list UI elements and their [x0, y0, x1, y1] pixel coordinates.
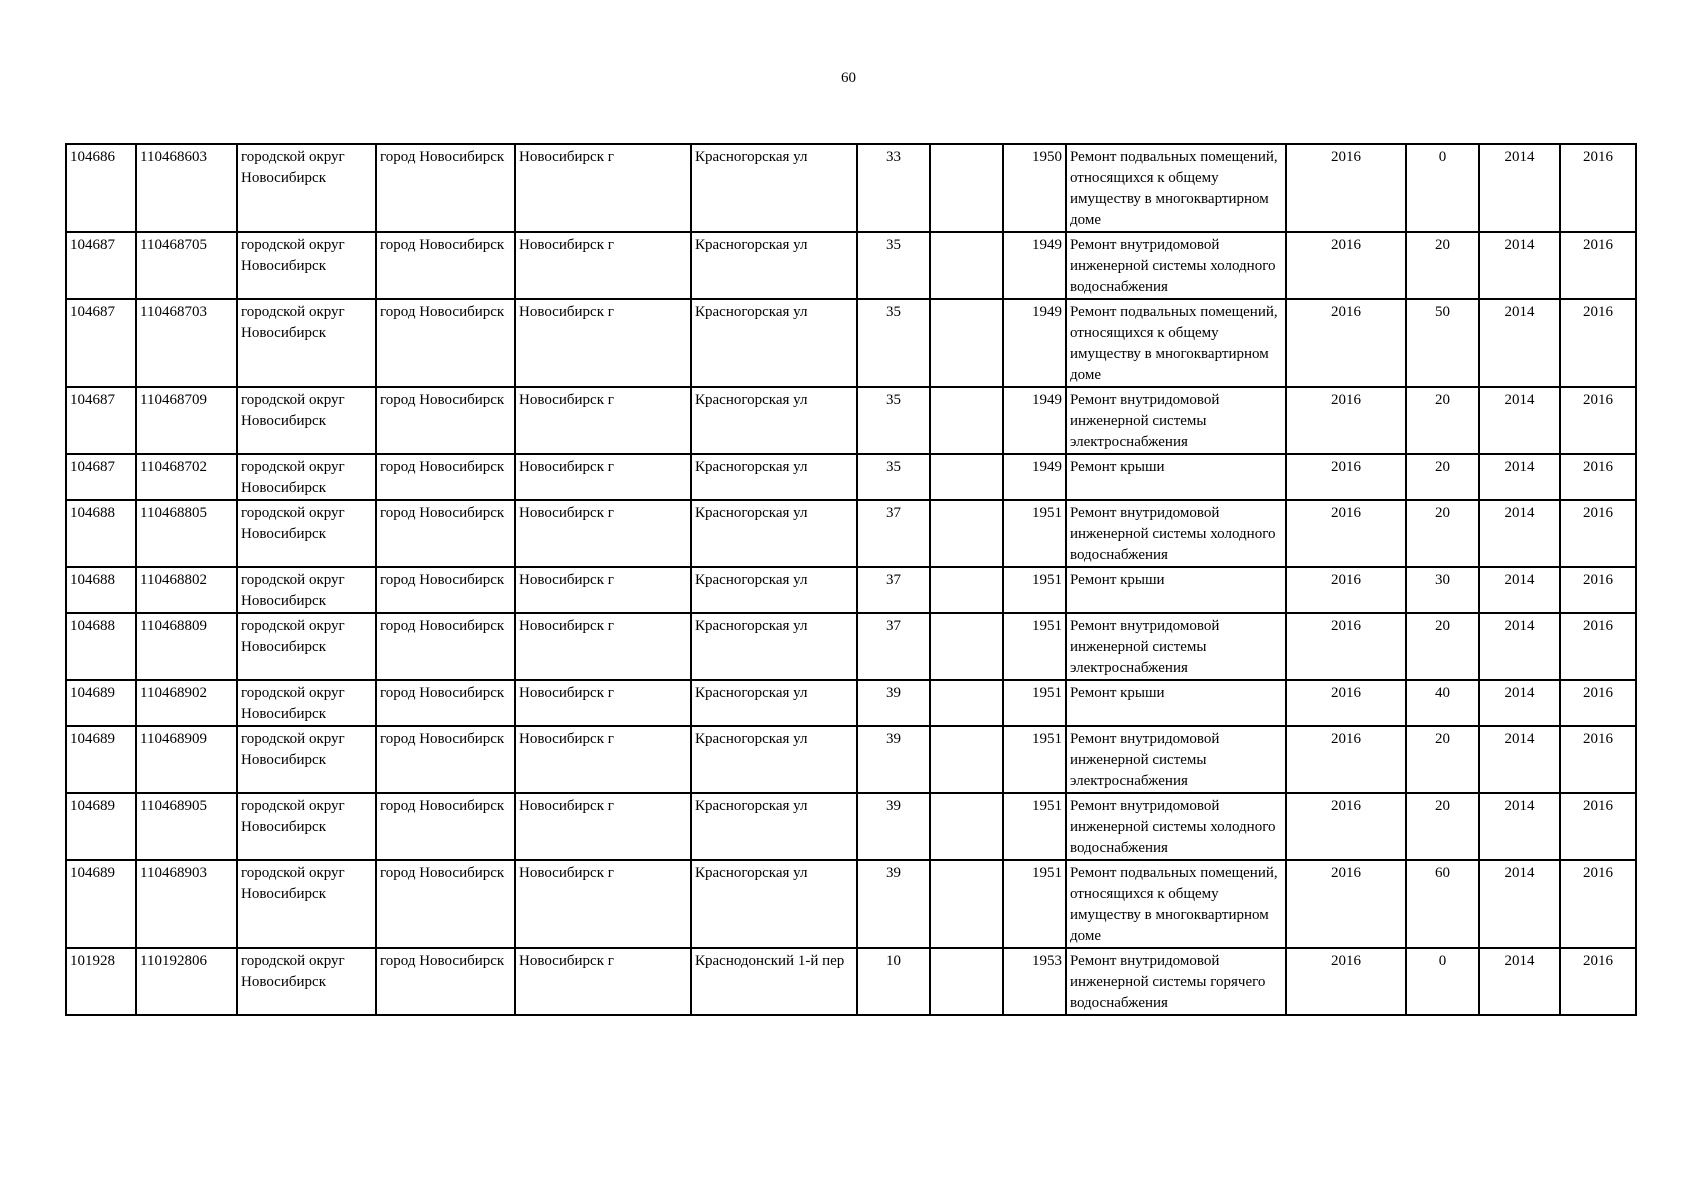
- cell-year: 1950: [1003, 144, 1066, 232]
- cell-id: 104689: [66, 860, 136, 948]
- cell-city: Новосибирск г: [515, 454, 691, 500]
- cell-work: Ремонт внутридомовой инженерной системы электроснабжения: [1066, 387, 1286, 454]
- cell-plan-year: 2016: [1286, 232, 1406, 299]
- cell-plan-year: 2016: [1286, 793, 1406, 860]
- cell-id: 104687: [66, 232, 136, 299]
- cell-year: 1951: [1003, 567, 1066, 613]
- cell-from: 2014: [1479, 680, 1560, 726]
- cell-work: Ремонт внутридомовой инженерной системы горячего водоснабжения: [1066, 948, 1286, 1015]
- cell-street: Красногорская ул: [691, 232, 857, 299]
- cell-building: [930, 860, 1003, 948]
- cell-code: 110468903: [136, 860, 237, 948]
- cell-settlement: город Новосибирск: [376, 454, 515, 500]
- cell-house: 39: [857, 860, 930, 948]
- cell-to: 2016: [1560, 948, 1636, 1015]
- table-row: [66, 387, 1636, 454]
- cell-code: 110468802: [136, 567, 237, 613]
- cell-year: 1951: [1003, 860, 1066, 948]
- cell-code: 110468703: [136, 299, 237, 387]
- cell-district: городской округ Новосибирск: [237, 144, 376, 232]
- cell-house: 35: [857, 454, 930, 500]
- table-row: [66, 680, 1636, 726]
- table-row: [66, 299, 1636, 387]
- cell-value: 20: [1406, 232, 1479, 299]
- cell-value: 20: [1406, 726, 1479, 793]
- cell-street: Красногорская ул: [691, 144, 857, 232]
- cell-from: 2014: [1479, 232, 1560, 299]
- cell-work: Ремонт внутридомовой инженерной системы холодного водоснабжения: [1066, 232, 1286, 299]
- cell-work: Ремонт крыши: [1066, 567, 1286, 613]
- cell-year: 1951: [1003, 500, 1066, 567]
- cell-street: Красногорская ул: [691, 387, 857, 454]
- cell-value: 60: [1406, 860, 1479, 948]
- cell-street: Красногорская ул: [691, 500, 857, 567]
- table-row: [66, 567, 1636, 613]
- cell-plan-year: 2016: [1286, 567, 1406, 613]
- cell-street: Красногорская ул: [691, 567, 857, 613]
- cell-city: Новосибирск г: [515, 144, 691, 232]
- cell-work: Ремонт крыши: [1066, 680, 1286, 726]
- cell-city: Новосибирск г: [515, 613, 691, 680]
- cell-year: 1951: [1003, 680, 1066, 726]
- cell-district: городской округ Новосибирск: [237, 793, 376, 860]
- cell-value: 20: [1406, 500, 1479, 567]
- cell-building: [930, 948, 1003, 1015]
- cell-year: 1951: [1003, 726, 1066, 793]
- cell-from: 2014: [1479, 860, 1560, 948]
- cell-from: 2014: [1479, 948, 1560, 1015]
- table-row: [66, 948, 1636, 1015]
- cell-building: [930, 613, 1003, 680]
- cell-street: Краснодонский 1-й пер: [691, 948, 857, 1015]
- cell-work: Ремонт подвальных помещений, относящихся к общему имуществу в многоквартирном доме: [1066, 860, 1286, 948]
- table-row: [66, 613, 1636, 680]
- cell-year: 1951: [1003, 793, 1066, 860]
- cell-year: 1949: [1003, 454, 1066, 500]
- cell-from: 2014: [1479, 144, 1560, 232]
- cell-value: 20: [1406, 454, 1479, 500]
- cell-code: 110468702: [136, 454, 237, 500]
- table-row: [66, 793, 1636, 860]
- cell-year: 1949: [1003, 232, 1066, 299]
- cell-plan-year: 2016: [1286, 948, 1406, 1015]
- cell-plan-year: 2016: [1286, 144, 1406, 232]
- cell-id: 104689: [66, 726, 136, 793]
- cell-work: Ремонт подвальных помещений, относящихся к общему имуществу в многоквартирном доме: [1066, 144, 1286, 232]
- cell-building: [930, 726, 1003, 793]
- cell-street: Красногорская ул: [691, 860, 857, 948]
- cell-settlement: город Новосибирск: [376, 860, 515, 948]
- cell-value: 20: [1406, 613, 1479, 680]
- cell-work: Ремонт подвальных помещений, относящихся к общему имуществу в многоквартирном доме: [1066, 299, 1286, 387]
- cell-settlement: город Новосибирск: [376, 948, 515, 1015]
- cell-to: 2016: [1560, 500, 1636, 567]
- cell-street: Красногорская ул: [691, 726, 857, 793]
- cell-id: 104688: [66, 613, 136, 680]
- cell-code: 110192806: [136, 948, 237, 1015]
- cell-value: 20: [1406, 387, 1479, 454]
- cell-district: городской округ Новосибирск: [237, 299, 376, 387]
- cell-street: Красногорская ул: [691, 454, 857, 500]
- cell-city: Новосибирск г: [515, 232, 691, 299]
- cell-to: 2016: [1560, 144, 1636, 232]
- cell-city: Новосибирск г: [515, 299, 691, 387]
- cell-year: 1953: [1003, 948, 1066, 1015]
- cell-house: 33: [857, 144, 930, 232]
- cell-code: 110468809: [136, 613, 237, 680]
- cell-to: 2016: [1560, 680, 1636, 726]
- table-row: [66, 232, 1636, 299]
- cell-city: Новосибирск г: [515, 793, 691, 860]
- cell-id: 104688: [66, 567, 136, 613]
- cell-code: 110468902: [136, 680, 237, 726]
- cell-settlement: город Новосибирск: [376, 793, 515, 860]
- cell-district: городской округ Новосибирск: [237, 500, 376, 567]
- table-row: [66, 144, 1636, 232]
- cell-code: 110468709: [136, 387, 237, 454]
- cell-district: городской округ Новосибирск: [237, 726, 376, 793]
- cell-building: [930, 793, 1003, 860]
- cell-from: 2014: [1479, 500, 1560, 567]
- cell-city: Новосибирск г: [515, 567, 691, 613]
- cell-plan-year: 2016: [1286, 299, 1406, 387]
- cell-city: Новосибирск г: [515, 500, 691, 567]
- cell-code: 110468905: [136, 793, 237, 860]
- cell-house: 35: [857, 299, 930, 387]
- cell-settlement: город Новосибирск: [376, 680, 515, 726]
- cell-street: Красногорская ул: [691, 299, 857, 387]
- cell-plan-year: 2016: [1286, 680, 1406, 726]
- cell-from: 2014: [1479, 567, 1560, 613]
- cell-to: 2016: [1560, 613, 1636, 680]
- cell-work: Ремонт внутридомовой инженерной системы электроснабжения: [1066, 726, 1286, 793]
- cell-to: 2016: [1560, 726, 1636, 793]
- cell-to: 2016: [1560, 860, 1636, 948]
- cell-district: городской округ Новосибирск: [237, 232, 376, 299]
- cell-id: 101928: [66, 948, 136, 1015]
- cell-plan-year: 2016: [1286, 860, 1406, 948]
- cell-settlement: город Новосибирск: [376, 387, 515, 454]
- page-number: 60: [841, 70, 856, 86]
- cell-district: городской округ Новосибирск: [237, 567, 376, 613]
- cell-plan-year: 2016: [1286, 454, 1406, 500]
- cell-settlement: город Новосибирск: [376, 232, 515, 299]
- table-row: [66, 500, 1636, 567]
- cell-house: 37: [857, 613, 930, 680]
- cell-value: 40: [1406, 680, 1479, 726]
- cell-code: 110468909: [136, 726, 237, 793]
- cell-settlement: город Новосибирск: [376, 567, 515, 613]
- cell-year: 1951: [1003, 613, 1066, 680]
- cell-building: [930, 299, 1003, 387]
- cell-building: [930, 144, 1003, 232]
- cell-building: [930, 500, 1003, 567]
- cell-street: Красногорская ул: [691, 793, 857, 860]
- cell-from: 2014: [1479, 387, 1560, 454]
- cell-work: Ремонт внутридомовой инженерной системы холодного водоснабжения: [1066, 793, 1286, 860]
- cell-settlement: город Новосибирск: [376, 144, 515, 232]
- cell-value: 0: [1406, 948, 1479, 1015]
- cell-year: 1949: [1003, 387, 1066, 454]
- cell-value: 30: [1406, 567, 1479, 613]
- cell-to: 2016: [1560, 454, 1636, 500]
- cell-code: 110468705: [136, 232, 237, 299]
- table-row: [66, 454, 1636, 500]
- cell-to: 2016: [1560, 793, 1636, 860]
- cell-city: Новосибирск г: [515, 680, 691, 726]
- table-row: [66, 860, 1636, 948]
- cell-id: 104687: [66, 387, 136, 454]
- cell-district: городской округ Новосибирск: [237, 860, 376, 948]
- cell-building: [930, 454, 1003, 500]
- cell-id: 104687: [66, 299, 136, 387]
- cell-house: 37: [857, 567, 930, 613]
- cell-house: 37: [857, 500, 930, 567]
- cell-id: 104688: [66, 500, 136, 567]
- cell-city: Новосибирск г: [515, 948, 691, 1015]
- cell-from: 2014: [1479, 613, 1560, 680]
- cell-district: городской округ Новосибирск: [237, 613, 376, 680]
- cell-settlement: город Новосибирск: [376, 726, 515, 793]
- cell-house: 39: [857, 680, 930, 726]
- cell-to: 2016: [1560, 232, 1636, 299]
- cell-plan-year: 2016: [1286, 726, 1406, 793]
- cell-id: 104686: [66, 144, 136, 232]
- cell-district: городской округ Новосибирск: [237, 948, 376, 1015]
- cell-to: 2016: [1560, 567, 1636, 613]
- cell-from: 2014: [1479, 454, 1560, 500]
- cell-to: 2016: [1560, 299, 1636, 387]
- cell-building: [930, 232, 1003, 299]
- cell-city: Новосибирск г: [515, 387, 691, 454]
- cell-city: Новосибирск г: [515, 860, 691, 948]
- cell-street: Красногорская ул: [691, 613, 857, 680]
- cell-code: 110468603: [136, 144, 237, 232]
- cell-value: 50: [1406, 299, 1479, 387]
- cell-plan-year: 2016: [1286, 613, 1406, 680]
- cell-value: 0: [1406, 144, 1479, 232]
- cell-id: 104687: [66, 454, 136, 500]
- cell-building: [930, 680, 1003, 726]
- cell-settlement: город Новосибирск: [376, 299, 515, 387]
- cell-building: [930, 387, 1003, 454]
- cell-code: 110468805: [136, 500, 237, 567]
- cell-district: городской округ Новосибирск: [237, 387, 376, 454]
- cell-house: 39: [857, 793, 930, 860]
- cell-house: 10: [857, 948, 930, 1015]
- cell-from: 2014: [1479, 299, 1560, 387]
- cell-id: 104689: [66, 680, 136, 726]
- cell-from: 2014: [1479, 726, 1560, 793]
- cell-city: Новосибирск г: [515, 726, 691, 793]
- cell-from: 2014: [1479, 793, 1560, 860]
- cell-id: 104689: [66, 793, 136, 860]
- cell-work: Ремонт внутридомовой инженерной системы холодного водоснабжения: [1066, 500, 1286, 567]
- cell-building: [930, 567, 1003, 613]
- cell-year: 1949: [1003, 299, 1066, 387]
- register-table: [65, 143, 1637, 1016]
- cell-work: Ремонт крыши: [1066, 454, 1286, 500]
- cell-house: 39: [857, 726, 930, 793]
- cell-street: Красногорская ул: [691, 680, 857, 726]
- cell-settlement: город Новосибирск: [376, 613, 515, 680]
- cell-plan-year: 2016: [1286, 387, 1406, 454]
- cell-district: городской округ Новосибирск: [237, 680, 376, 726]
- cell-to: 2016: [1560, 387, 1636, 454]
- cell-house: 35: [857, 232, 930, 299]
- cell-plan-year: 2016: [1286, 500, 1406, 567]
- cell-value: 20: [1406, 793, 1479, 860]
- cell-settlement: город Новосибирск: [376, 500, 515, 567]
- table-row: [66, 726, 1636, 793]
- cell-work: Ремонт внутридомовой инженерной системы электроснабжения: [1066, 613, 1286, 680]
- cell-house: 35: [857, 387, 930, 454]
- cell-district: городской округ Новосибирск: [237, 454, 376, 500]
